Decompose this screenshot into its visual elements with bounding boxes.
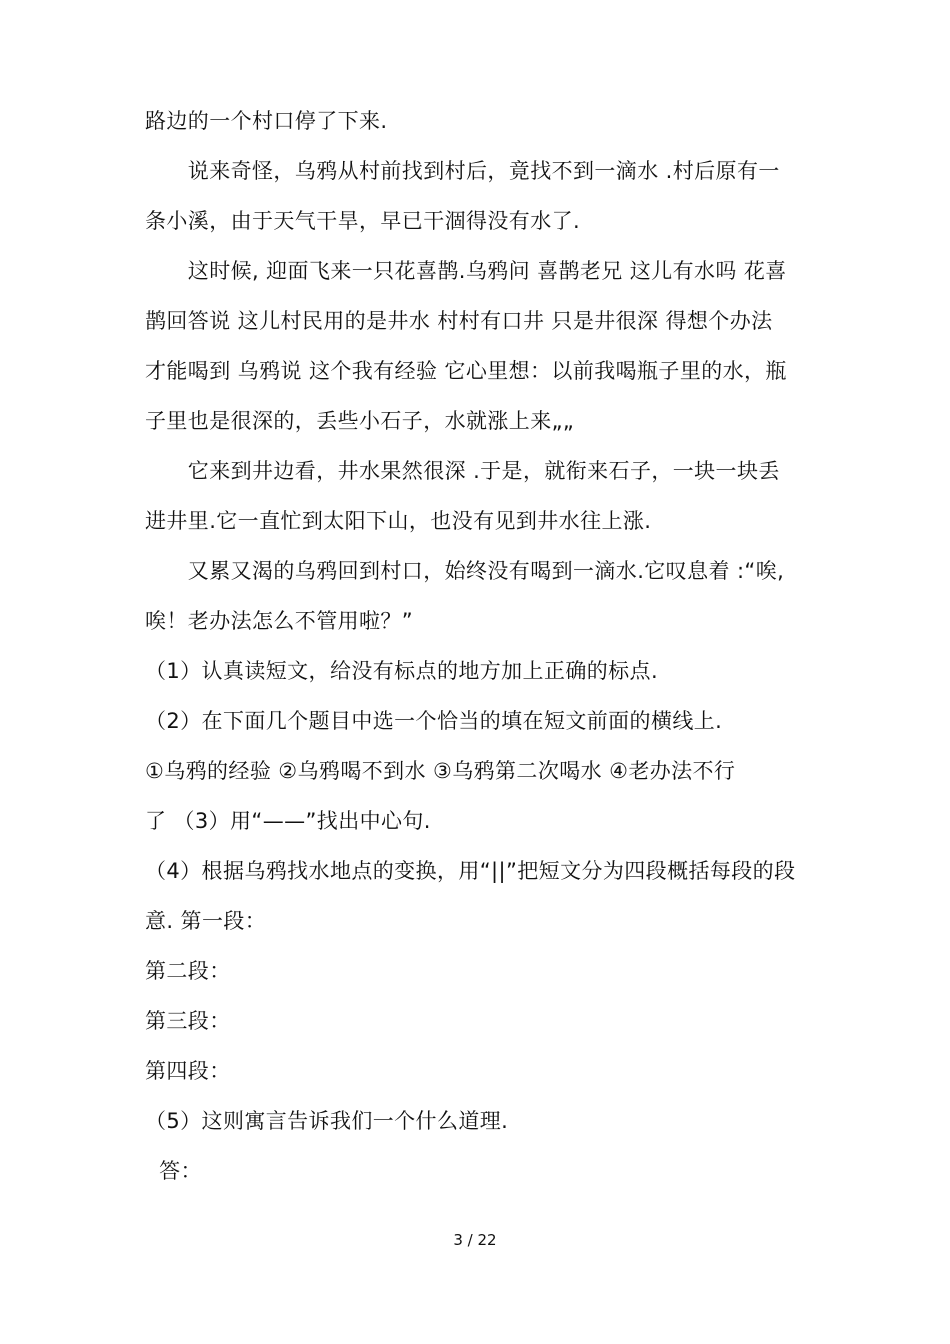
text-line: 条小溪，由于天气干旱，早已干涸得没有水了. [145, 209, 581, 233]
text-line: 进井里.它一直忙到太阳下山，也没有见到井水往上涨. [145, 509, 652, 533]
text-line: 唉！老办法怎么不管用啦？” [145, 609, 414, 633]
question-1: （1）认真读短文，给没有标点的地方加上正确的标点. [145, 659, 659, 683]
question-2: （2）在下面几个题目中选一个恰当的填在短文前面的横线上. [145, 709, 723, 733]
question-4-second-paragraph: 第二段： [145, 959, 231, 983]
text-line: 这时候, 迎面飞来一只花喜鹊.乌鸦问 喜鹊老兄 这儿有水吗 花喜 [145, 259, 787, 283]
text-line: 才能喝到 乌鸦说 这个我有经验 它心里想：以前我喝瓶子里的水，瓶 [145, 359, 787, 383]
question-5: （5）这则寓言告诉我们一个什么道理. [145, 1109, 509, 1133]
text-line: 又累又渴的乌鸦回到村口，始终没有喝到一滴水.它叹息着 :“唉, [145, 559, 785, 583]
question-2-options: ①乌鸦的经验 ②乌鸦喝不到水 ③乌鸦第二次喝水 ④老办法不行 [145, 759, 736, 783]
text-line: 子里也是很深的，丢些小石子，水就涨上来„„ [145, 409, 575, 433]
page-number: 3 / 22 [453, 1231, 497, 1249]
question-3: 了 （3）用“——”找出中心句. [145, 809, 431, 833]
text-line: 它来到井边看，井水果然很深 .于是，就衔来石子，一块一块丢 [145, 459, 780, 483]
text-line: 说来奇怪，乌鸦从村前找到村后，竟找不到一滴水 .村后原有一 [145, 159, 780, 183]
question-4: （4）根据乌鸦找水地点的变换，用“||”把短文分为四段概括每段的段 [145, 859, 796, 883]
text-line: 路边的一个村口停了下来. [145, 109, 388, 133]
text-line: 鹊回答说 这儿村民用的是井水 村村有口井 只是井很深 得想个办法 [145, 309, 773, 333]
question-4-first-paragraph: 意. 第一段： [145, 909, 267, 933]
question-4-fourth-paragraph: 第四段： [145, 1059, 231, 1083]
question-4-third-paragraph: 第三段： [145, 1009, 231, 1033]
answer-label: 答： [145, 1159, 202, 1183]
